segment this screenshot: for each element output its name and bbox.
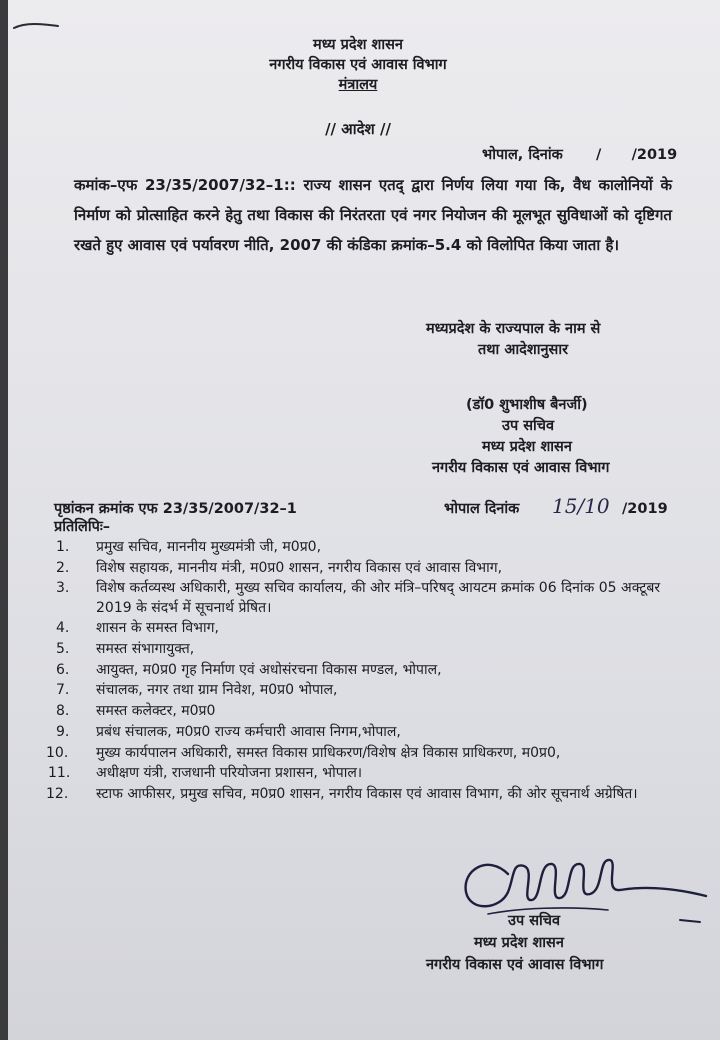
list-item: 11. अधीक्षण यंत्री, राजधानी परियोजना प्रशासन, भोपाल। bbox=[48, 765, 363, 782]
place-date-label: भोपाल, दिनांक bbox=[482, 147, 563, 163]
endorsement-date-label: भोपाल दिनांक bbox=[444, 501, 520, 517]
closing-designation: उप सचिव bbox=[508, 913, 561, 929]
signatory-org-2: नगरीय विकास एवं आवास विभाग bbox=[432, 460, 610, 476]
header-department: नगरीय विकास एवं आवास विभाग bbox=[269, 57, 447, 73]
header-ministry: मंत्रालय bbox=[338, 77, 378, 93]
document-page bbox=[8, 0, 720, 1040]
handwritten-signature bbox=[448, 848, 720, 938]
authority-line-1: मध्यप्रदेश के राज्यपाल के नाम से bbox=[426, 321, 601, 337]
list-item: 1. प्रमुख सचिव, माननीय मुख्यमंत्री जी, म0प्र0, bbox=[56, 539, 322, 555]
order-body: कमांक–एफ 23/35/2007/32–1:: राज्य शासन एतद् द्वारा निर्णय लिया गया कि, वैध कालोनियों के निर्माण को प्रोत्साहित करने हेतु तथा विकास की निरंतरता एवं नगर नियोजन की मूलभूत सुविधाओं को दृष्टिगत रखते हुए आवास एवं पर्यावरण नीति, 2007 की कंडिका क्रमांक–5.4 को विलोपित किया जाता है। bbox=[74, 176, 672, 254]
place-date-blank: / /2019 bbox=[596, 147, 678, 163]
authority-line-2: तथा आदेशानुसार bbox=[478, 342, 569, 358]
list-item: 8. समस्त कलेक्टर, म0प्र0 bbox=[56, 703, 216, 720]
header-government: मध्य प्रदेश शासन bbox=[313, 37, 403, 53]
list-item: 5. समस्त संभागायुक्त, bbox=[56, 641, 195, 658]
signatory-designation: उप सचिव bbox=[502, 418, 555, 434]
list-item: 6. आयुक्त, म0प्र0 गृह निर्माण एवं अधोसंरचना विकास मण्डल, भोपाल, bbox=[56, 661, 442, 678]
list-item: 12. स्टाफ आफीसर, प्रमुख सचिव, म0प्र0 शासन, नगरीय विकास एवं आवास विभाग, की ओर सूचनार्थ अग्रेषित। bbox=[46, 785, 638, 802]
order-title: // आदेश // bbox=[325, 120, 391, 138]
list-item: 3. विशेष कर्तव्यस्थ अधिकारी, मुख्य सचिव कार्यालय, की ओर मंत्रि–परिषद् आयटम क्रमांक 06 दिनांक 05 अक्टूबर 2019 के संदर्भ में सूचनार्थ प्रेषित। bbox=[56, 580, 661, 617]
list-item: 4. शासन के समस्त विभाग, bbox=[56, 620, 219, 637]
list-item: 9. प्रबंध संचालक, म0प्र0 राज्य कर्मचारी आवास निगम,भोपाल, bbox=[56, 723, 401, 740]
signatory-org-1: मध्य प्रदेश शासन bbox=[482, 439, 572, 455]
signatory-name: (डॉ0 शुभाशीष बैनर्जी) bbox=[466, 397, 588, 413]
list-item: 2. विशेष सहायक, माननीय मंत्री, म0प्र0 शासन, नगरीय विकास एवं आवास विभाग, bbox=[56, 559, 503, 576]
list-item: 7. संचालक, नगर तथा ग्राम निवेश, म0प्र0 भोपाल, bbox=[56, 682, 338, 699]
endorsement-ref: पृष्ठांकन क्रमांक एफ 23/35/2007/32–1 bbox=[54, 501, 297, 517]
closing-org-2: नगरीय विकास एवं आवास विभाग bbox=[426, 957, 604, 973]
corner-pen-mark bbox=[12, 20, 62, 34]
copy-list bbox=[46, 537, 696, 824]
endorsement-date-handwritten: 15/10 bbox=[552, 494, 610, 518]
closing-org-1: मध्य प्रदेश शासन bbox=[474, 935, 564, 951]
list-item: 10. मुख्य कार्यपालन अधिकारी, समस्त विकास प्राधिकरण/विशेष क्षेत्र विकास प्राधिकरण, म0प्र0, bbox=[46, 744, 561, 761]
endorsement-date-year: /2019 bbox=[622, 501, 668, 517]
copy-label: प्रतिलिपिः– bbox=[54, 519, 111, 535]
